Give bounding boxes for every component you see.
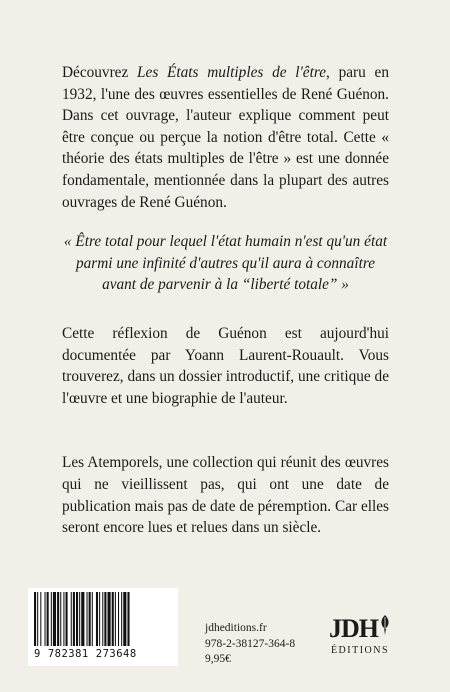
intro-suffix: , paru en 1932, l'une des œuvres essentielles de René Guénon. Dans cet ouvrage, l'auteur explique comment peut être conçue ou perçue la notion d'être total. Cette « théorie des états multiples de l'être » est une donnée fondamentale, mentionnée dans la plupart des autres ouvrages de René Guénon. [62, 64, 389, 211]
barcode-digits [34, 648, 174, 660]
publisher-website: jdheditions.fr [205, 622, 267, 634]
intro-prefix: Découvrez [62, 64, 138, 81]
quill-ornament-icon [379, 614, 391, 636]
publisher-info [205, 621, 295, 668]
publisher-logo [325, 616, 395, 672]
barcode-digit-group: 9 [34, 648, 41, 660]
logo-mark [329, 616, 391, 642]
intro-paragraph [62, 62, 389, 213]
price: 9,95€ [205, 653, 231, 665]
isbn-number: 978-2-38127-364-8 [205, 637, 296, 650]
barcode-digit-group: 273648 [95, 648, 137, 660]
documentation-paragraph: Cette réflexion de Guénon est aujourd'hui documentée par Yoann Laurent-Rouault. Vous trouverez, dans un dossier introductif, une critique de l'œuvre et une biographie de l'auteur. [62, 324, 389, 407]
back-cover-text [62, 62, 389, 539]
book-title: Les États multiples de l'être [137, 64, 327, 81]
quote: « Être total pour lequel l'état humain n'est qu'un état parmi une infinité d'autres qu'il aura à connaître avant de parvenir à la “liberté totale” » [63, 233, 388, 294]
logo-letters: JDH [329, 614, 378, 643]
isbn-barcode [28, 588, 178, 666]
logo-subtitle: ÉDITIONS [330, 645, 390, 656]
collection-paragraph: Les Atemporels, une collection qui réunit des œuvres qui ne vieillissent pas, qui ont une date de publication mais pas de date de péremption. Car elles seront encore lues et relues dans un siècle. [62, 454, 389, 537]
barcode-digit-group: 782381 [47, 648, 89, 660]
